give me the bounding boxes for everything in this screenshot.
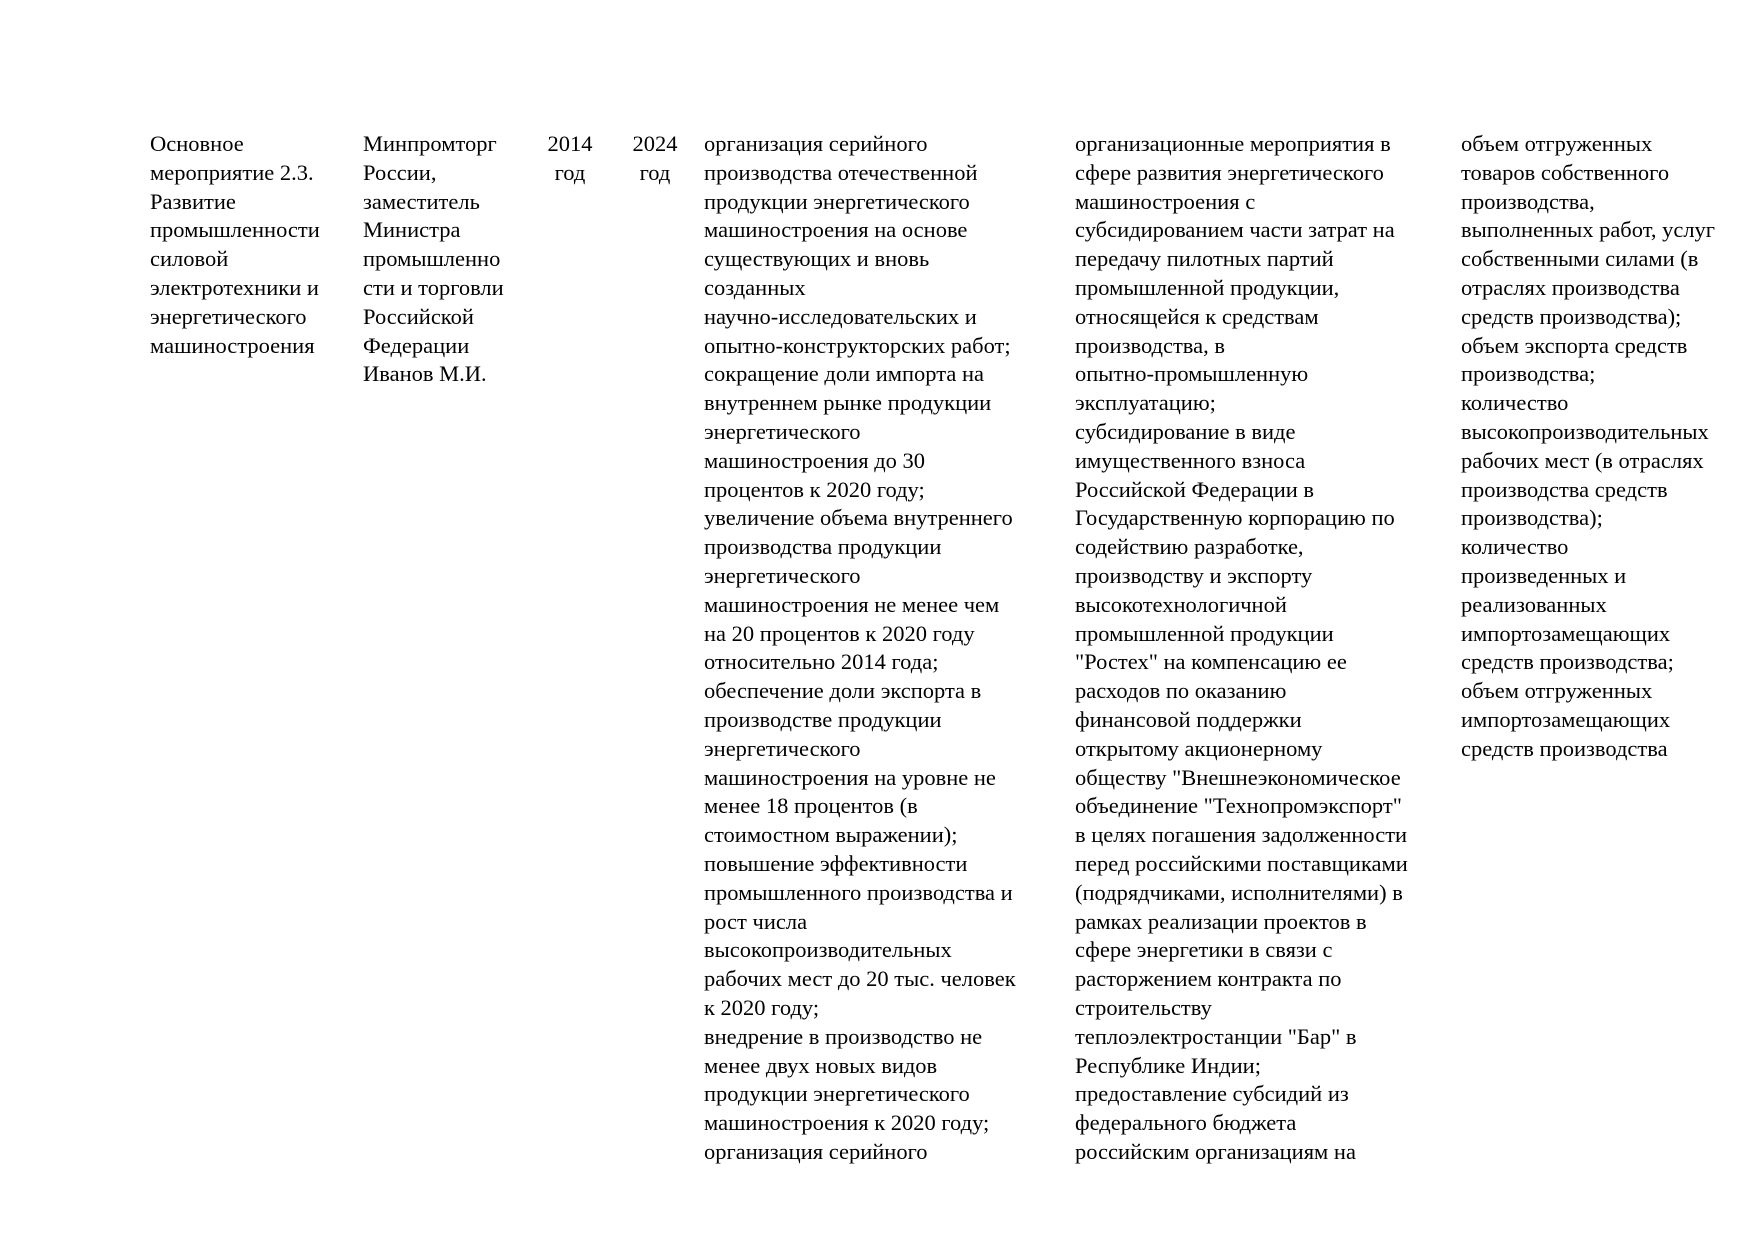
text-line: машиностроения не менее чем [704, 591, 1000, 617]
text-line: 2014 [547, 131, 593, 156]
text-line: относящейся к средствам [1075, 303, 1319, 329]
text-line: к 2020 году; [704, 994, 820, 1020]
text-line: в целях погашения задолженности [1075, 822, 1408, 848]
text-line: средств производства; [1461, 649, 1674, 675]
text-line: отраслях производства [1461, 274, 1680, 300]
text-line: Государственную корпорацию по [1075, 505, 1395, 531]
text-line: машиностроения с [1075, 188, 1256, 214]
text-line: стоимостном выражении); [704, 822, 958, 848]
text-line: менее 18 процентов (в [704, 793, 918, 819]
text-line: строительству [1075, 994, 1212, 1020]
text-line: субсидированием части затрат на [1075, 217, 1395, 243]
text-line: Российской Федерации в [1075, 476, 1315, 502]
text-line: заместитель [363, 188, 480, 214]
text-line: промышленно [363, 246, 501, 272]
text-line: перед российскими поставщиками [1075, 850, 1408, 876]
text-line: сти и торговли [363, 274, 504, 300]
text-line: российским организациям на [1075, 1138, 1356, 1164]
text-line: (подрядчиками, исполнителями) в [1075, 879, 1403, 905]
text-line: выполненных работ, услуг [1461, 217, 1716, 243]
text-line: количество [1461, 534, 1569, 560]
text-line: относительно 2014 года; [704, 649, 939, 675]
start-year-cell [540, 130, 600, 188]
text-line: произведенных и [1461, 562, 1627, 588]
text-line: России, [363, 159, 437, 185]
text-line: Минпромторг [363, 131, 497, 156]
text-line: импортозамещающих [1461, 706, 1671, 732]
text-line: высокотехнологичной [1075, 591, 1287, 617]
text-line: производства средств [1461, 476, 1668, 502]
text-line: менее двух новых видов [704, 1052, 938, 1078]
text-line: машиностроения на основе [704, 217, 968, 243]
text-line: существующих и вновь [704, 246, 930, 272]
text-line: сокращение доли импорта на [704, 361, 984, 387]
text-line: товаров собственного [1461, 159, 1670, 185]
text-line: федерального бюджета [1075, 1110, 1297, 1136]
text-line: процентов к 2020 году; [704, 476, 925, 502]
text-line: передачу пилотных партий [1075, 246, 1334, 272]
text-line: повышение эффективности [704, 850, 968, 876]
text-line: промышленности [150, 217, 320, 243]
text-line: теплоэлектростанции "Бар" в [1075, 1023, 1357, 1049]
text-line: увеличение объема внутреннего [704, 505, 1013, 531]
text-line: рабочих мест до 20 тыс. человек [704, 966, 1016, 992]
text-line: Развитие [150, 188, 236, 214]
text-line: высокопроизводительных [704, 937, 952, 963]
text-line: собственными силами (в [1461, 246, 1699, 272]
text-line: производства, [1461, 188, 1595, 214]
text-line: опытно-промышленную [1075, 361, 1309, 387]
text-line: машиностроения [150, 332, 315, 358]
text-line: объем экспорта средств [1461, 332, 1688, 358]
text-line: сфере энергетики в связи с [1075, 937, 1333, 963]
text-line: промышленного производства и [704, 879, 1013, 905]
text-line: электротехники и [150, 274, 319, 300]
text-line: промышленной продукции [1075, 620, 1334, 646]
text-line: "Ростех" на компенсацию ее [1075, 649, 1347, 675]
text-line: сфере развития энергетического [1075, 159, 1384, 185]
text-line: внутреннем рынке продукции [704, 390, 992, 416]
text-line: год [554, 159, 586, 185]
text-line: производстве продукции [704, 706, 942, 732]
text-line: Федерации [363, 332, 470, 358]
text-line: открытому акционерному [1075, 735, 1323, 761]
text-line: финансовой поддержки [1075, 706, 1302, 732]
text-line: энергетического [704, 735, 861, 761]
text-line: обществу "Внешнеэкономическое [1075, 764, 1401, 790]
text-line: Иванов М.И. [363, 361, 487, 387]
text-line: организация серийного [704, 131, 928, 156]
expected-results-cell [704, 130, 1016, 1167]
text-line: рамках реализации проектов в [1075, 908, 1367, 934]
text-line: энергетического [704, 418, 861, 444]
end-year-cell [625, 130, 685, 188]
text-line: импортозамещающих [1461, 620, 1671, 646]
text-line: рост числа [704, 908, 808, 934]
text-line: 2024 [632, 131, 678, 156]
text-line: Министра [363, 217, 461, 243]
text-line: средств производства); [1461, 303, 1682, 329]
text-line: продукции энергетического [704, 188, 970, 214]
text-line: высокопроизводительных [1461, 418, 1709, 444]
text-line: обеспечение доли экспорта в [704, 678, 982, 704]
text-line: год [639, 159, 671, 185]
responsible-executor-cell [363, 130, 504, 389]
text-line: созданных [704, 274, 806, 300]
text-line: рабочих мест (в отраслях [1461, 447, 1704, 473]
text-line: субсидирование в виде [1075, 418, 1296, 444]
text-line: расторжением контракта по [1075, 966, 1342, 992]
measure-name-cell [150, 130, 320, 360]
text-line: средств производства [1461, 735, 1668, 761]
text-line: научно-исследовательских и [704, 303, 977, 329]
text-line: машиностроения на уровне не [704, 764, 996, 790]
text-line: машиностроения до 30 [704, 447, 926, 473]
text-line: внедрение в производство не [704, 1023, 983, 1049]
text-line: продукции энергетического [704, 1081, 970, 1107]
text-line: производства); [1461, 505, 1603, 531]
text-line: мероприятие 2.3. [150, 159, 314, 185]
text-line: производства; [1461, 361, 1596, 387]
text-line: производству и экспорту [1075, 562, 1313, 588]
text-line: количество [1461, 390, 1569, 416]
text-line: реализованных [1461, 591, 1607, 617]
text-line: промышленной продукции, [1075, 274, 1340, 300]
text-line: предоставление субсидий из [1075, 1081, 1349, 1107]
text-line: Основное [150, 131, 244, 156]
text-line: на 20 процентов к 2020 году [704, 620, 975, 646]
text-line: имущественного взноса [1075, 447, 1306, 473]
text-line: организация серийного [704, 1138, 928, 1164]
text-line: Российской [363, 303, 474, 329]
text-line: производства отечественной [704, 159, 978, 185]
text-line: энергетического [150, 303, 307, 329]
text-line: расходов по оказанию [1075, 678, 1287, 704]
text-line: производства продукции [704, 534, 942, 560]
text-line: Республике Индии; [1075, 1052, 1261, 1078]
implementation-directions-cell [1075, 130, 1408, 1167]
text-line: объединение "Технопромэкспорт" [1075, 793, 1402, 819]
text-line: организационные мероприятия в [1075, 131, 1391, 156]
text-line: машиностроения к 2020 году; [704, 1110, 990, 1136]
related-indicators-cell [1461, 130, 1715, 764]
text-line: эксплуатацию; [1075, 390, 1216, 416]
text-line: опытно-конструкторских работ; [704, 332, 1011, 358]
text-line: объем отгруженных [1461, 678, 1653, 704]
text-line: энергетического [704, 562, 861, 588]
text-line: содействию разработке, [1075, 534, 1304, 560]
text-line: силовой [150, 246, 229, 272]
text-line: производства, в [1075, 332, 1225, 358]
text-line: объем отгруженных [1461, 131, 1653, 156]
